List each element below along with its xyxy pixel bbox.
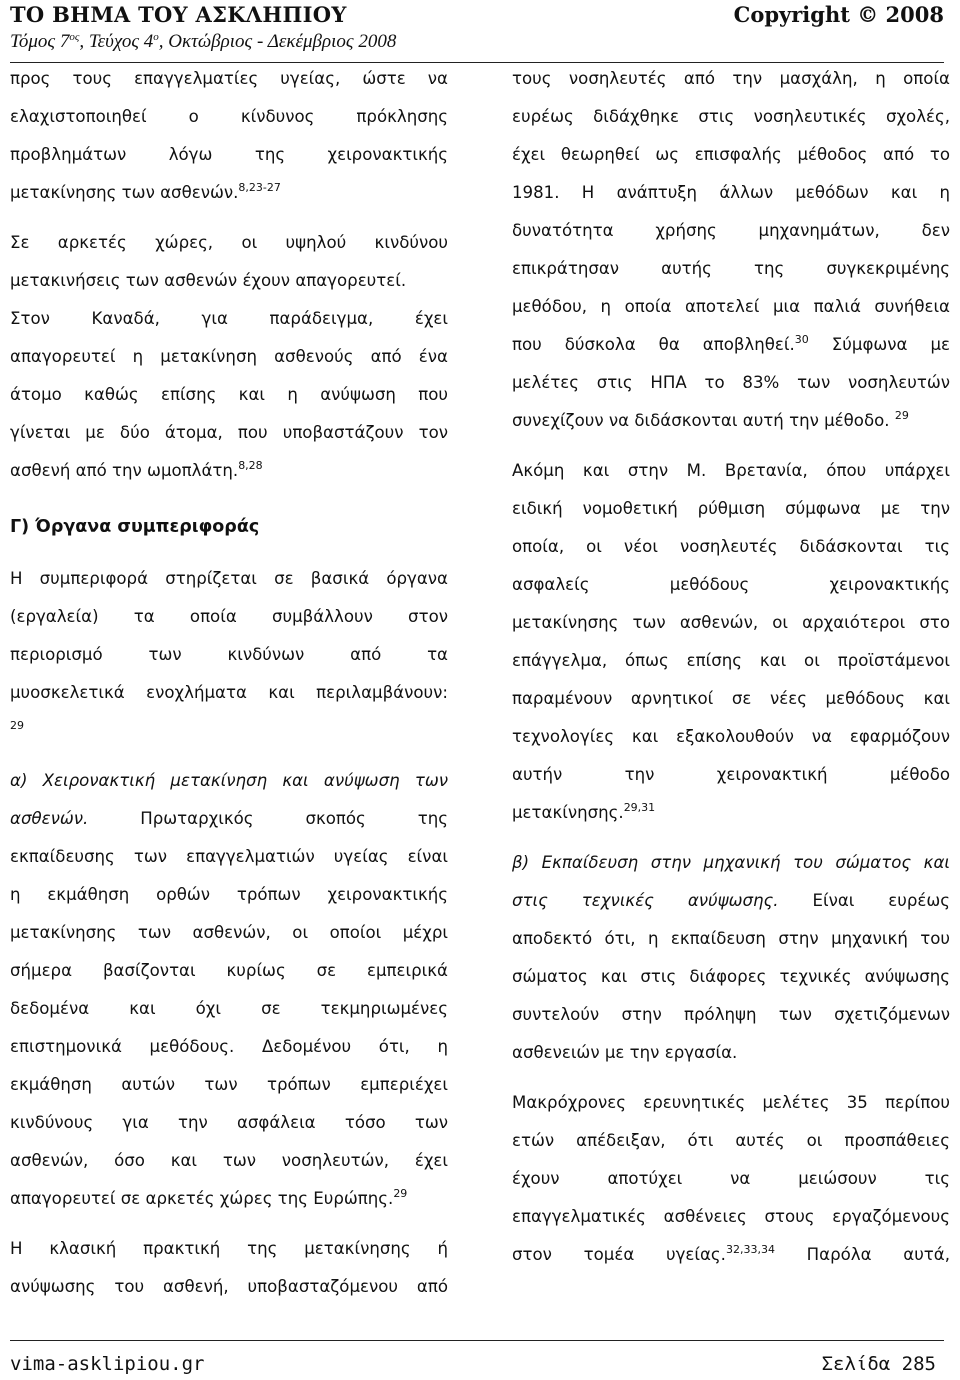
paragraph: τους νοσηλευτές από την μασχάλη, η οποία ευρέως διδάχθηκε στις νοσηλευτικές σχολές, έχει θεωρηθεί ως επισφαλής μέθοδος από το 1981. Η ανάπτυξη άλλων μεθόδων και η δυνατότητα χρήσης μηχανημάτων, δεν επικράτησαν αυτής της συγκεκριμένης μεθόδου, η οποία αποτελεί μια παλιά συνήθεια που δύσκολα θα αποβληθεί.$^{30}$ Σύμφωνα με μελέτες στις ΗΠΑ το 83% των νοσηλευτών συνεχίζουν να διδάσκονται αυτή την μέθοδο. $^{29}$ — [512, 69, 951, 430]
paragraph: α) Χειρονακτική μετακίνηση και ανύψωση των ασθενών. Πρωταρχικός σκοπός της εκπαίδευσης των επαγγελματιών υγείας είναι η εκμάθηση ορθών τρόπων χειρονακτικής μετακίνησης των ασθενών, οι οποίοι μέχρι σήμερα βασίζονται κυρίως σε εμπειρικά δεδομένα και όχι σε τεκμηριωμένες επιστημονικά μεθόδους. Δεδομένου ότι, η εκμάθηση αυτών των τρόπων εμπεριέχει κινδύνους για την ασφάλεια τόσο των ασθενών, όσο και των νοσηλευτών, έχει απαγορευτεί σε αρκετές χώρες της Ευρώπης.$^{29}$ — [10, 771, 448, 1208]
page-header — [10, 0, 944, 63]
paragraph: Μακρόχρονες ερευνητικές μελέτες 35 περίπου ετών απέδειξαν, ότι αυτές οι προσπάθειες έχουν αποτύχει να μειώσουν τις επαγγελματικές ασθένειες στους εργαζόμενους στον τομέα υγείας.$^{32,33,34}$ Παρόλα αυτά, — [512, 1093, 950, 1264]
section-heading: Γ) Όργανα συμπεριφοράς — [10, 517, 260, 537]
paragraph: Η συμπεριφορά στηρίζεται σε βασικά όργανα (εργαλεία) τα οποία συμβάλλουν στον περιορισμό των κινδύνων από τα μυοσκελετικά ενοχλήματα και περιλαμβάνουν: $^{29}$ — [10, 569, 448, 732]
page-footer — [10, 1340, 944, 1379]
footer-page-number: Σελίδα 285 — [821, 1353, 936, 1375]
paragraph: Η κλασική πρακτική της μετακίνησης ή ανύψωσης του ασθενή, υποβασταζόμενου από — [10, 1239, 448, 1296]
right-column — [512, 60, 950, 1274]
copyright-notice: Copyright © 2008 — [733, 2, 944, 27]
paragraph: Σε αρκετές χώρες, οι υψηλού κινδύνου μετακινήσεις των ασθενών έχουν απαγορευτεί. Στον Καναδά, για παράδειγμα, έχει απαγορευτεί η μετακίνηση ασθενούς από ένα άτομο καθώς επίσης και η ανύψωση που γίνεται με δύο άτομα, που υποβαστάζουν τον ασθενή από την ωμοπλάτη.$^{8,28}$ — [10, 233, 448, 480]
paragraph: προς τους επαγγελματίες υγείας, ώστε να ελαχιστοποιηθεί ο κίνδυνος πρόκλησης προβλημάτων λόγω της χειρονακτικής μετακίνησης των ασθενών.$^{8,23-27}$ — [10, 69, 448, 202]
paragraph: β) Εκπαίδευση στην μηχανική του σώματος και στις τεχνικές ανύψωσης. Είναι ευρέως αποδεκτό ότι, η εκπαίδευση στην μηχανική του σώματος και στις διάφορες τεχνικές ανύψωσης συντελούν στην πρόληψη των σχετιζόμενων ασθενειών με την εργασία. — [512, 853, 951, 1062]
footer-site-url: vima-asklipiou.gr — [10, 1353, 205, 1375]
paragraph: Ακόμη και στην Μ. Βρετανία, όπου υπάρχει ειδική νομοθετική ρύθμιση σύμφωνα με την οποία, οι νέοι νοσηλευτές διδάσκονται τις ασφαλείς μεθόδους χειρονακτικής μετακίνησης των ασθενών, οι αρχαιότεροι στο επάγγελμα, όπως επίσης και οι προϊστάμενοι παραμένουν αρνητικοί σε νέες μεθόδους και τεχνολογίες και εξακολουθούν να εφαρμόζουν αυτήν την χειρονακτική μέθοδο μετακίνησης.$^{29,31}$ — [512, 461, 950, 822]
journal-issue: Τόμος $7^{o\varsigma}$, Τεύχος $4^o$, Οκτώβριος - Δεκέμβριος 2008 — [10, 31, 397, 52]
journal-title: ΤΟ ΒΗΜΑ ΤΟΥ ΑΣΚΛΗΠΙΟΥ — [10, 2, 347, 27]
left-column — [10, 60, 448, 1306]
